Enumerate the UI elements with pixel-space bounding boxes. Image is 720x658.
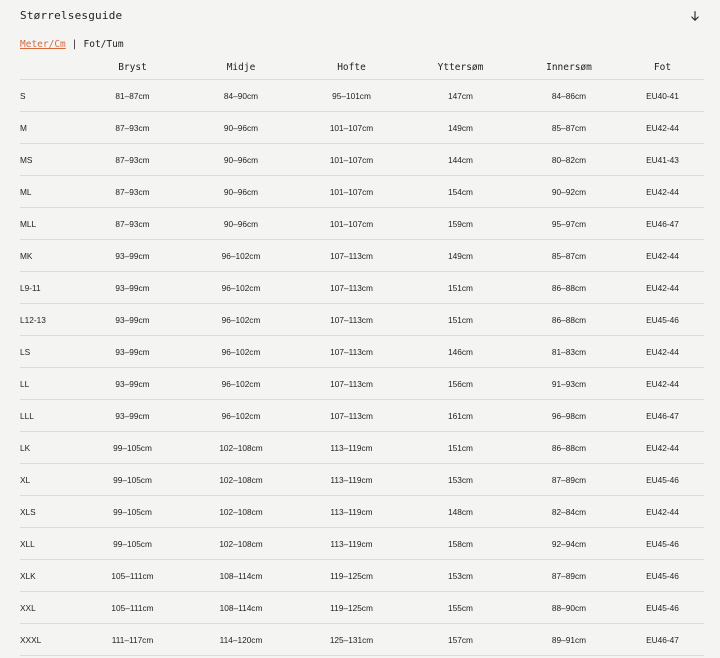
table-row xyxy=(20,432,704,464)
bryst-cell: 105–111cm xyxy=(82,560,183,592)
yttersom-cell: 149cm xyxy=(404,112,517,144)
innersom-cell: 90–92cm xyxy=(517,176,621,208)
yttersom-cell: 144cm xyxy=(404,144,517,176)
size-cell: XXL xyxy=(20,592,82,624)
fot-cell: EU46-47 xyxy=(621,208,704,240)
table-row xyxy=(20,592,704,624)
bryst-cell: 93–99cm xyxy=(82,304,183,336)
hofte-cell: 125–131cm xyxy=(299,624,404,656)
bryst-cell: 87–93cm xyxy=(82,144,183,176)
unit-toggle xyxy=(20,39,124,50)
page-title: Størrelsesguide xyxy=(20,9,123,22)
table-row xyxy=(20,112,704,144)
bryst-cell: 93–99cm xyxy=(82,368,183,400)
table-row xyxy=(20,560,704,592)
fot-cell: EU45-46 xyxy=(621,560,704,592)
midje-cell: 90–96cm xyxy=(183,208,299,240)
innersom-cell: 86–88cm xyxy=(517,272,621,304)
table-row xyxy=(20,208,704,240)
midje-cell: 102–108cm xyxy=(183,432,299,464)
midje-cell: 96–102cm xyxy=(183,272,299,304)
innersom-cell: 86–88cm xyxy=(517,304,621,336)
innersom-cell: 80–82cm xyxy=(517,144,621,176)
yttersom-cell: 146cm xyxy=(404,336,517,368)
unit-metric-tab[interactable]: Meter/Cm xyxy=(20,39,66,50)
table-row xyxy=(20,368,704,400)
midje-cell: 108–114cm xyxy=(183,592,299,624)
midje-cell: 84–90cm xyxy=(183,80,299,112)
fot-cell: EU46-47 xyxy=(621,400,704,432)
yttersom-cell: 153cm xyxy=(404,464,517,496)
innersom-cell: 82–84cm xyxy=(517,496,621,528)
size-cell: XL xyxy=(20,464,82,496)
fot-cell: EU40-41 xyxy=(621,80,704,112)
yttersom-cell: 148cm xyxy=(404,496,517,528)
midje-cell: 114–120cm xyxy=(183,624,299,656)
hofte-cell: 113–119cm xyxy=(299,496,404,528)
hofte-cell: 101–107cm xyxy=(299,144,404,176)
yttersom-cell: 149cm xyxy=(404,240,517,272)
size-cell: XLL xyxy=(20,528,82,560)
size-cell: ML xyxy=(20,176,82,208)
bryst-column-header: Bryst xyxy=(82,56,183,80)
innersom-cell: 92–94cm xyxy=(517,528,621,560)
fot-cell: EU45-46 xyxy=(621,464,704,496)
size-cell: LL xyxy=(20,368,82,400)
fot-cell: EU42-44 xyxy=(621,176,704,208)
yttersom-cell: 159cm xyxy=(404,208,517,240)
yttersom-cell: 154cm xyxy=(404,176,517,208)
table-row xyxy=(20,336,704,368)
table-row xyxy=(20,144,704,176)
yttersom-cell: 155cm xyxy=(404,592,517,624)
fot-cell: EU42-44 xyxy=(621,112,704,144)
innersom-cell: 89–91cm xyxy=(517,624,621,656)
hofte-cell: 101–107cm xyxy=(299,176,404,208)
yttersom-cell: 157cm xyxy=(404,624,517,656)
midje-cell: 96–102cm xyxy=(183,368,299,400)
fot-cell: EU42-44 xyxy=(621,432,704,464)
size-cell: MLL xyxy=(20,208,82,240)
size-cell: M xyxy=(20,112,82,144)
innersom-cell: 87–89cm xyxy=(517,464,621,496)
table-row xyxy=(20,240,704,272)
innersom-cell: 85–87cm xyxy=(517,240,621,272)
bryst-cell: 87–93cm xyxy=(82,208,183,240)
midje-cell: 96–102cm xyxy=(183,304,299,336)
size-cell: L9-11 xyxy=(20,272,82,304)
table-row xyxy=(20,176,704,208)
table-row xyxy=(20,464,704,496)
hofte-cell: 107–113cm xyxy=(299,336,404,368)
bryst-cell: 93–99cm xyxy=(82,240,183,272)
size-guide-panel xyxy=(20,0,704,658)
size-cell: MS xyxy=(20,144,82,176)
table-row xyxy=(20,400,704,432)
fot-cell: EU42-44 xyxy=(621,496,704,528)
fot-cell: EU45-46 xyxy=(621,528,704,560)
size-cell: XLS xyxy=(20,496,82,528)
size-cell: S xyxy=(20,80,82,112)
hofte-cell: 95–101cm xyxy=(299,80,404,112)
bryst-cell: 99–105cm xyxy=(82,432,183,464)
innersom-cell: 87–89cm xyxy=(517,560,621,592)
hofte-cell: 101–107cm xyxy=(299,208,404,240)
yttersom-cell: 151cm xyxy=(404,432,517,464)
table-row xyxy=(20,304,704,336)
hofte-cell: 107–113cm xyxy=(299,240,404,272)
size-guide-header[interactable] xyxy=(20,0,704,30)
midje-cell: 108–114cm xyxy=(183,560,299,592)
hofte-cell: 113–119cm xyxy=(299,432,404,464)
fot-cell: EU45-46 xyxy=(621,304,704,336)
fot-cell: EU42-44 xyxy=(621,240,704,272)
midje-cell: 90–96cm xyxy=(183,112,299,144)
size-column-header xyxy=(20,56,82,80)
size-table-header xyxy=(20,56,704,80)
bryst-cell: 105–111cm xyxy=(82,592,183,624)
midje-cell: 96–102cm xyxy=(183,336,299,368)
innersom-cell: 86–88cm xyxy=(517,432,621,464)
midje-cell: 102–108cm xyxy=(183,464,299,496)
arrow-down-icon[interactable] xyxy=(688,9,702,23)
fot-cell: EU42-44 xyxy=(621,336,704,368)
hofte-cell: 113–119cm xyxy=(299,464,404,496)
midje-column-header: Midje xyxy=(183,56,299,80)
table-row xyxy=(20,272,704,304)
table-row xyxy=(20,80,704,112)
size-table-body xyxy=(20,80,704,656)
midje-cell: 96–102cm xyxy=(183,400,299,432)
bryst-cell: 93–99cm xyxy=(82,272,183,304)
hofte-cell: 119–125cm xyxy=(299,560,404,592)
size-cell: LLL xyxy=(20,400,82,432)
bryst-cell: 99–105cm xyxy=(82,496,183,528)
innersom-cell: 95–97cm xyxy=(517,208,621,240)
table-row xyxy=(20,528,704,560)
bryst-cell: 87–93cm xyxy=(82,112,183,144)
yttersom-cell: 151cm xyxy=(404,272,517,304)
midje-cell: 102–108cm xyxy=(183,496,299,528)
yttersom-cell: 156cm xyxy=(404,368,517,400)
size-cell: MK xyxy=(20,240,82,272)
bryst-cell: 93–99cm xyxy=(82,400,183,432)
innersom-column-header: Innersøm xyxy=(517,56,621,80)
fot-cell: EU45-46 xyxy=(621,592,704,624)
innersom-cell: 88–90cm xyxy=(517,592,621,624)
yttersom-column-header: Yttersøm xyxy=(404,56,517,80)
hofte-cell: 107–113cm xyxy=(299,304,404,336)
innersom-cell: 91–93cm xyxy=(517,368,621,400)
fot-cell: EU42-44 xyxy=(621,368,704,400)
fot-cell: EU46-47 xyxy=(621,624,704,656)
fot-cell: EU42-44 xyxy=(621,272,704,304)
size-cell: LS xyxy=(20,336,82,368)
hofte-cell: 107–113cm xyxy=(299,368,404,400)
yttersom-cell: 158cm xyxy=(404,528,517,560)
size-cell: L12-13 xyxy=(20,304,82,336)
hofte-column-header: Hofte xyxy=(299,56,404,80)
size-cell: LK xyxy=(20,432,82,464)
fot-cell: EU41-43 xyxy=(621,144,704,176)
size-cell: XXXL xyxy=(20,624,82,656)
yttersom-cell: 153cm xyxy=(404,560,517,592)
hofte-cell: 113–119cm xyxy=(299,528,404,560)
table-row xyxy=(20,624,704,656)
innersom-cell: 81–83cm xyxy=(517,336,621,368)
hofte-cell: 101–107cm xyxy=(299,112,404,144)
size-table-header-row xyxy=(20,56,704,80)
hofte-cell: 119–125cm xyxy=(299,592,404,624)
fot-column-header: Fot xyxy=(621,56,704,80)
innersom-cell: 96–98cm xyxy=(517,400,621,432)
bryst-cell: 99–105cm xyxy=(82,528,183,560)
size-table xyxy=(20,56,704,656)
yttersom-cell: 151cm xyxy=(404,304,517,336)
unit-separator: | xyxy=(71,39,78,50)
bryst-cell: 99–105cm xyxy=(82,464,183,496)
yttersom-cell: 147cm xyxy=(404,80,517,112)
innersom-cell: 85–87cm xyxy=(517,112,621,144)
bryst-cell: 111–117cm xyxy=(82,624,183,656)
hofte-cell: 107–113cm xyxy=(299,400,404,432)
bryst-cell: 81–87cm xyxy=(82,80,183,112)
midje-cell: 102–108cm xyxy=(183,528,299,560)
size-cell: XLK xyxy=(20,560,82,592)
midje-cell: 96–102cm xyxy=(183,240,299,272)
yttersom-cell: 161cm xyxy=(404,400,517,432)
unit-imperial-tab[interactable]: Fot/Tum xyxy=(83,39,124,50)
innersom-cell: 84–86cm xyxy=(517,80,621,112)
bryst-cell: 87–93cm xyxy=(82,176,183,208)
midje-cell: 90–96cm xyxy=(183,176,299,208)
midje-cell: 90–96cm xyxy=(183,144,299,176)
bryst-cell: 93–99cm xyxy=(82,336,183,368)
table-row xyxy=(20,496,704,528)
hofte-cell: 107–113cm xyxy=(299,272,404,304)
